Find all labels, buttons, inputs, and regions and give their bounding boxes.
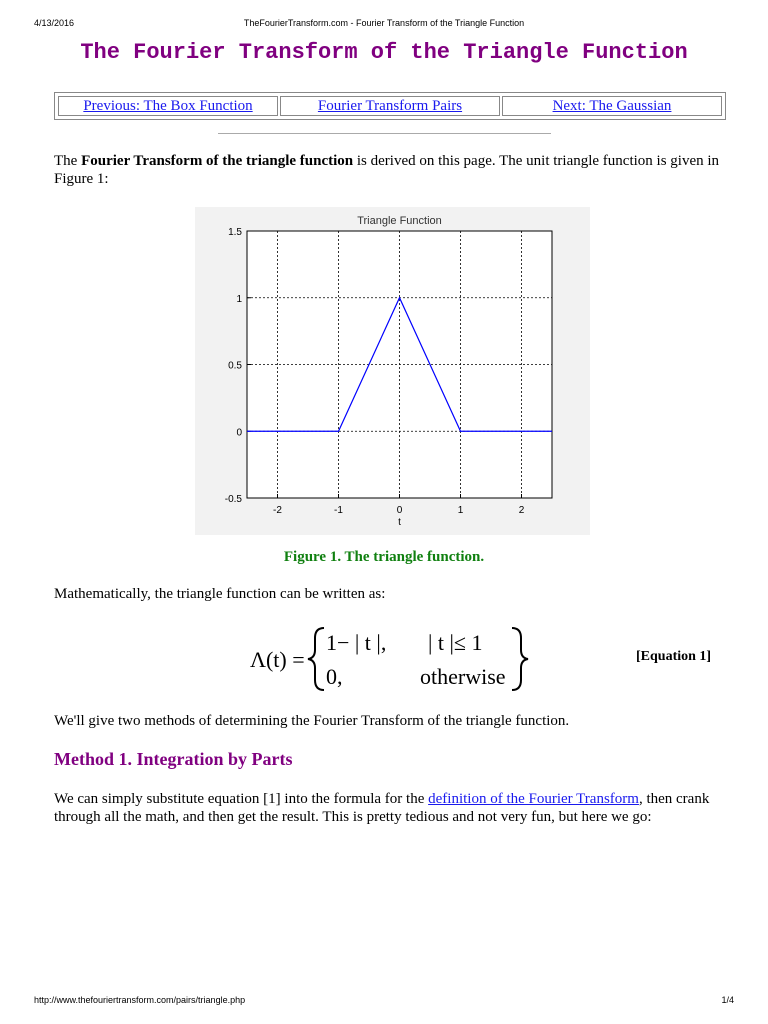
chart-title: Triangle Function [357,215,442,227]
nav-table [54,92,726,120]
equation-lhs: Λ(t) = [250,647,305,672]
equation-case1-cond: | t |≤ 1 [428,630,483,655]
pairs-link[interactable]: Fourier Transform Pairs [317,97,463,114]
triangle-equation [248,622,538,694]
y-tick-label: 0.5 [228,360,242,372]
nav-cell-next [502,96,722,116]
y-tick-label: 1 [236,293,242,305]
x-tick-label: -1 [334,505,343,516]
method1-text-post: , then crank through all the math, and then get the result. This is pretty tedious and not very fun, but here we go: [54,791,710,825]
fourier-definition-link[interactable]: definition of the Fourier Transform [428,791,639,807]
intro-paragraph [54,152,734,188]
method1-heading: Method 1. Integration by Parts [54,749,293,769]
x-tick-label: 1 [457,505,464,516]
page-title: The Fourier Transform of the Triangle Function [80,40,688,65]
math-intro-paragraph: Mathematically, the triangle function can be written as: [54,586,386,602]
y-tick-label: -0.5 [224,494,242,505]
y-tick-label: 1.5 [228,227,242,238]
intro-bold-text: Fourier Transform of the triangle function [81,153,354,169]
x-tick-label: 0 [396,505,403,516]
x-axis-label: t [398,517,401,528]
equation-label: [Equation 1] [636,649,712,664]
intro-text-post: is derived on this page. The unit triangle function is given in Figure 1: [54,153,720,187]
print-date: 4/13/2016 [34,18,75,28]
y-tick-label: 0 [236,427,242,439]
method1-paragraph [54,790,734,826]
previous-link[interactable]: Previous: The Box Function [83,97,253,114]
triangle-function-chart [195,207,590,535]
print-page-number: 1/4 [721,995,734,1005]
equation-case1-expr: 1− | t |, [326,630,387,655]
print-url: http://www.thefouriertransform.com/pairs/triangle.php [34,995,246,1005]
method1-text-pre: We can simply substitute equation [1] into the formula for the [54,791,429,807]
x-tick-label: -2 [273,505,282,516]
figure-caption: Figure 1. The triangle function. [283,549,485,565]
nav-cell-previous [58,96,278,116]
next-link[interactable]: Next: The Gaussian [552,97,672,114]
right-brace [512,628,528,690]
left-brace [308,628,324,690]
horizontal-divider [218,133,551,134]
two-methods-paragraph: We'll give two methods of determining the Fourier Transform of the triangle function. [54,713,570,729]
equation-case2-cond: otherwise [420,664,506,689]
nav-cell-pairs [280,96,500,116]
print-page-title: TheFourierTransform.com - Fourier Transform of the Triangle Function [243,18,525,28]
equation-case2-expr: 0, [326,664,343,689]
intro-text-pre: The [54,153,82,169]
x-tick-label: 2 [518,505,525,516]
